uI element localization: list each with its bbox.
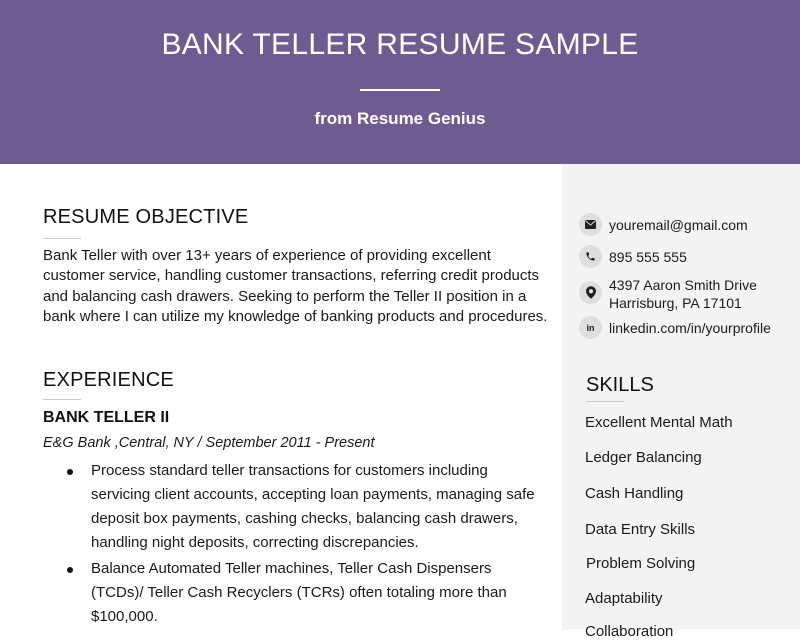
- objective-heading: RESUME OBJECTIVE: [43, 206, 249, 228]
- job-meta: E&G Bank ,Central, NY / September 2011 - Present: [43, 435, 375, 451]
- bullet-icon: [67, 469, 73, 475]
- envelope-icon: [579, 213, 602, 236]
- bullet-text: Process standard teller transactions for customers including servicing client accounts, accepting loan payments, managing safe deposit box payments, cashing checks, balancing cash drawers, handling night deposits, correcting discrepancies.: [91, 462, 535, 551]
- contact-linkedin[interactable]: [579, 316, 771, 339]
- title-divider: [360, 89, 440, 91]
- address-line-1: 4397 Aaron Smith Drive: [609, 277, 757, 293]
- address-line-2: Harrisburg, PA 17101: [609, 295, 742, 311]
- list-item: [43, 459, 548, 555]
- header-banner: [0, 0, 800, 164]
- location-pin-icon: [579, 281, 602, 304]
- contact-address: [579, 276, 757, 312]
- contact-phone[interactable]: [579, 245, 687, 268]
- skills-divider: [586, 401, 624, 402]
- list-item: [43, 557, 548, 629]
- linkedin-text: linkedin.com/in/yourprofile: [609, 320, 771, 336]
- skill-item: Ledger Balancing: [585, 449, 702, 466]
- skill-item: Data Entry Skills: [585, 521, 696, 538]
- experience-heading: EXPERIENCE: [43, 369, 174, 391]
- experience-bullets: [43, 459, 548, 631]
- page-title: BANK TELLER RESUME SAMPLE: [161, 28, 639, 61]
- skill-item: Adaptability: [585, 590, 663, 607]
- address-text: [609, 276, 757, 312]
- objective-text: Bank Teller with over 13+ years of experience of providing excellent customer service, handling customer transactions, referring credit products and balancing cash drawers. Seeking to perform the Teller II position in a bank where I can utilize my knowledge of banking products and procedures.: [43, 247, 548, 325]
- job-title: BANK TELLER II: [43, 409, 170, 426]
- skills-heading: SKILLS: [586, 374, 654, 396]
- skill-item: Excellent Mental Math: [585, 414, 733, 431]
- bullet-icon: [67, 567, 73, 573]
- skill-item: Collaboration: [585, 623, 674, 640]
- skill-item: Cash Handling: [585, 485, 684, 502]
- phone-text: 895 555 555: [609, 249, 687, 265]
- objective-divider: [43, 238, 81, 239]
- bullet-text: Balance Automated Teller machines, Teller Cash Dispensers (TCDs)/ Teller Cash Recyclers (TCRs) often totaling more than $100,000.: [91, 560, 507, 625]
- email-text: youremail@gmail.com: [609, 217, 748, 233]
- phone-icon: [579, 245, 602, 268]
- linkedin-icon: in: [579, 316, 602, 339]
- contact-email[interactable]: [579, 213, 748, 236]
- page-subtitle: from Resume Genius: [314, 109, 486, 128]
- experience-divider: [43, 399, 81, 400]
- skill-item: Problem Solving: [586, 555, 696, 572]
